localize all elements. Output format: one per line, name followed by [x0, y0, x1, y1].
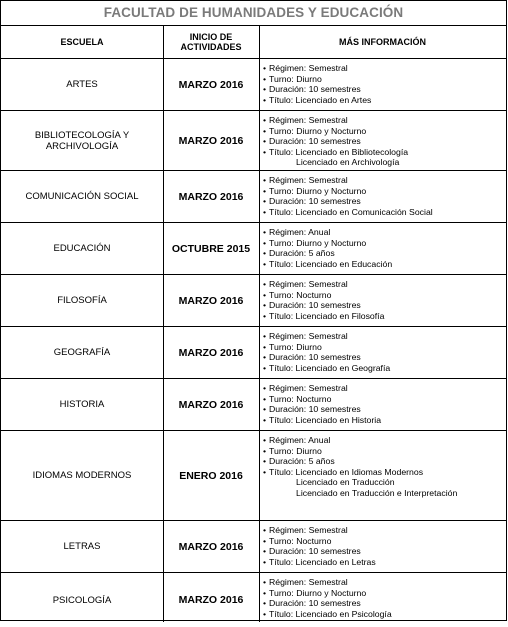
info-line: [263, 456, 506, 467]
escuela-name: EDUCACIÓN: [53, 243, 111, 254]
info-text: Licenciado en Traducción e Interpretación: [296, 487, 458, 498]
info-line: [263, 126, 506, 137]
info-text: Título: Licenciado en Letras: [269, 556, 376, 567]
bullet-icon: •: [263, 248, 267, 259]
info-line: [263, 259, 506, 270]
bullet-icon: •: [263, 279, 267, 289]
info-text: Turno: Diurno: [269, 73, 322, 84]
info-cell: [259, 573, 506, 627]
bullet-icon: •: [263, 383, 267, 393]
info-text: Duración: 10 semestres: [269, 352, 361, 363]
info-text: Régimen: Semestral: [269, 63, 348, 73]
info-text: Título: Licenciado en Educación: [269, 258, 393, 269]
info-cell: [259, 327, 506, 378]
info-text: Título: Licenciado en Comunicación Social: [269, 206, 433, 217]
info-line: [263, 175, 506, 186]
info-line: [263, 196, 506, 207]
bullet-icon: •: [263, 341, 267, 352]
bullet-icon: •: [263, 546, 267, 557]
bullet-icon: •: [263, 227, 267, 237]
info-text: Régimen: Anual: [269, 227, 331, 237]
table-row: [1, 521, 506, 573]
escuela-cell: [1, 379, 163, 430]
bullet-icon: •: [263, 525, 267, 535]
info-text: Régimen: Semestral: [269, 331, 348, 341]
info-line: [263, 363, 506, 374]
info-line: [263, 207, 506, 218]
bullet-icon: •: [263, 456, 267, 467]
column-divider: [163, 25, 164, 622]
info-text: Turno: Nocturno: [269, 535, 332, 546]
info-text: Título: Licenciado en Artes: [269, 94, 372, 105]
info-line: [263, 147, 506, 158]
info-text: Régimen: Semestral: [269, 175, 348, 185]
info-text: Duración: 10 semestres: [269, 300, 361, 311]
info-line: [263, 467, 506, 478]
table-row: [1, 111, 506, 171]
info-line: [263, 300, 506, 311]
info-line: [263, 74, 506, 85]
info-text: Duración: 5 años: [269, 456, 335, 467]
info-line: [263, 394, 506, 405]
bullet-icon: •: [263, 300, 267, 311]
escuela-cell: [1, 275, 163, 326]
bullet-icon: •: [263, 63, 267, 73]
info-text: Título: Licenciado en Geografía: [269, 362, 391, 373]
info-text: Turno: Diurno y Nocturno: [269, 125, 367, 136]
info-line: [263, 446, 506, 457]
info-cell: [259, 521, 506, 572]
info-text: Régimen: Anual: [269, 435, 331, 445]
column-divider: [259, 25, 260, 622]
bullet-icon: •: [263, 206, 267, 217]
bullet-icon: •: [263, 362, 267, 373]
info-text: Duración: 5 años: [269, 248, 335, 259]
info-text: Turno: Diurno: [269, 341, 322, 352]
bullet-icon: •: [263, 435, 267, 445]
bullet-icon: •: [263, 84, 267, 95]
escuela-name: COMUNICACIÓN SOCIAL: [25, 191, 139, 202]
table-row: [1, 327, 506, 379]
info-cell: [259, 111, 506, 170]
info-cell: [259, 171, 506, 222]
bullet-icon: •: [263, 94, 267, 105]
table-row: [1, 275, 506, 327]
info-line: [263, 227, 506, 238]
escuela-cell: [1, 327, 163, 378]
escuela-cell: [1, 431, 163, 520]
info-text: Régimen: Semestral: [269, 279, 348, 289]
inicio-cell: MARZO 2016: [178, 398, 244, 411]
bullet-icon: •: [263, 185, 267, 196]
bullet-icon: •: [263, 175, 267, 185]
inicio-cell: MARZO 2016: [178, 190, 244, 203]
info-cell: [259, 223, 506, 274]
info-line: [263, 136, 506, 147]
info-line: [263, 290, 506, 301]
bullet-icon: •: [263, 146, 267, 157]
table-title: FACULTAD DE HUMANIDADES Y EDUCACIÓN: [1, 1, 506, 26]
escuela-name: HISTORIA: [59, 399, 105, 410]
header-info: MÁS INFORMACIÓN: [339, 36, 426, 47]
info-text: Régimen: Semestral: [269, 525, 348, 535]
info-line: [263, 95, 506, 106]
info-text: Turno: Nocturno: [269, 289, 332, 300]
info-line: [263, 63, 506, 74]
table-row: [1, 431, 506, 521]
inicio-cell: ENERO 2016: [179, 469, 243, 482]
info-line: [263, 415, 506, 426]
bullet-icon: •: [263, 125, 267, 136]
info-text: Régimen: Semestral: [269, 383, 348, 393]
info-line: [263, 435, 506, 446]
bullet-icon: •: [263, 237, 267, 248]
info-text: Turno: Diurno y Nocturno: [269, 587, 367, 598]
bullet-icon: •: [263, 535, 267, 546]
info-line: [263, 157, 506, 168]
info-line: [263, 588, 506, 599]
info-text: Duración: 10 semestres: [269, 196, 361, 207]
info-text: Duración: 10 semestres: [269, 84, 361, 95]
info-text: Régimen: Semestral: [269, 577, 348, 587]
escuela-cell: [1, 223, 163, 274]
escuela-name: ARCHIVOLOGÍA: [45, 140, 119, 152]
escuela-name: GEOGRAFÍA: [53, 347, 111, 358]
header-inicio-line1: INICIO DE: [189, 31, 233, 42]
escuela-name: ARTES: [66, 79, 98, 90]
bullet-icon: •: [263, 587, 267, 598]
bullet-icon: •: [263, 466, 267, 477]
info-text: Duración: 10 semestres: [269, 546, 361, 557]
info-cell: [259, 59, 506, 110]
info-line: [263, 598, 506, 609]
table-row: [1, 223, 506, 275]
bullet-icon: •: [263, 577, 267, 587]
bullet-icon: •: [263, 404, 267, 415]
bullet-icon: •: [263, 556, 267, 567]
inicio-cell: MARZO 2016: [178, 346, 244, 359]
bullet-icon: •: [263, 310, 267, 321]
inicio-cell: MARZO 2016: [178, 540, 244, 553]
info-cell: [259, 431, 506, 520]
info-line: [263, 557, 506, 568]
info-line: [263, 488, 506, 499]
bullet-icon: •: [263, 73, 267, 84]
info-text: Turno: Nocturno: [269, 393, 332, 404]
bullet-icon: •: [263, 136, 267, 147]
escuela-cell: [1, 521, 163, 572]
header-inicio-line2: ACTIVIDADES: [180, 41, 242, 52]
inicio-cell: MARZO 2016: [178, 78, 244, 91]
info-line: [263, 84, 506, 95]
info-text: Turno: Diurno y Nocturno: [269, 185, 367, 196]
info-line: [263, 546, 506, 557]
escuela-name: PSICOLOGÍA: [52, 594, 112, 606]
info-text: Título: Licenciado en Historia: [269, 414, 382, 425]
escuela-name: BIBLIOTECOLOGÍA Y: [34, 129, 130, 141]
info-text: Título: Licenciado en Filosofía: [269, 310, 385, 321]
info-text: Duración: 10 semestres: [269, 404, 361, 415]
bullet-icon: •: [263, 393, 267, 404]
inicio-cell: MARZO 2016: [178, 294, 244, 307]
info-cell: [259, 379, 506, 430]
info-text: Título: Licenciado en Psicología: [269, 608, 392, 619]
info-line: [263, 383, 506, 394]
info-line: [263, 115, 506, 126]
info-line: [263, 311, 506, 322]
table-row: [1, 171, 506, 223]
info-line: [263, 248, 506, 259]
info-text: Turno: Diurno y Nocturno: [269, 237, 367, 248]
table-row: [1, 379, 506, 431]
table-header: [1, 25, 506, 59]
info-text: Régimen: Semestral: [269, 115, 348, 125]
bullet-icon: •: [263, 331, 267, 341]
bullet-icon: •: [263, 115, 267, 125]
bullet-icon: •: [263, 289, 267, 300]
table-row: [1, 573, 506, 627]
header-escuela: ESCUELA: [60, 36, 104, 47]
info-cell: [259, 275, 506, 326]
inicio-cell: OCTUBRE 2015: [171, 242, 251, 255]
bullet-icon: •: [263, 598, 267, 609]
escuela-name: FILOSOFÍA: [57, 295, 107, 306]
info-line: [263, 577, 506, 588]
info-line: [263, 331, 506, 342]
bullet-icon: •: [263, 196, 267, 207]
info-line: [263, 279, 506, 290]
inicio-cell: MARZO 2016: [178, 134, 244, 147]
bullet-icon: •: [263, 445, 267, 456]
info-line: [263, 525, 506, 536]
inicio-cell: MARZO 2016: [178, 594, 244, 606]
info-text: Turno: Diurno: [269, 445, 322, 456]
info-text: Licenciado en Archivología: [296, 157, 400, 168]
escuela-cell: [1, 59, 163, 110]
info-text: Licenciado en Traducción: [296, 477, 395, 488]
info-line: [263, 536, 506, 547]
info-text: Título: Licenciado en Idiomas Modernos: [269, 466, 424, 477]
escuela-name: IDIOMAS MODERNOS: [32, 470, 132, 481]
info-line: [263, 342, 506, 353]
escuela-cell: [1, 573, 163, 627]
info-line: [263, 186, 506, 197]
info-text: Duración: 10 semestres: [269, 136, 361, 147]
bullet-icon: •: [263, 608, 267, 619]
info-line: [263, 477, 506, 488]
info-text: Duración: 10 semestres: [269, 598, 361, 609]
info-line: [263, 404, 506, 415]
info-line: [263, 352, 506, 363]
info-text: Título: Licenciado en Bibliotecología: [269, 146, 409, 157]
bullet-icon: •: [263, 258, 267, 269]
escuela-cell: [1, 111, 163, 170]
escuela-name: LETRAS: [63, 541, 101, 552]
bullet-icon: •: [263, 414, 267, 425]
escuela-cell: [1, 171, 163, 222]
info-line: [263, 609, 506, 620]
header-inicio: [163, 25, 259, 58]
info-line: [263, 238, 506, 249]
bullet-icon: •: [263, 352, 267, 363]
table-row: [1, 59, 506, 111]
